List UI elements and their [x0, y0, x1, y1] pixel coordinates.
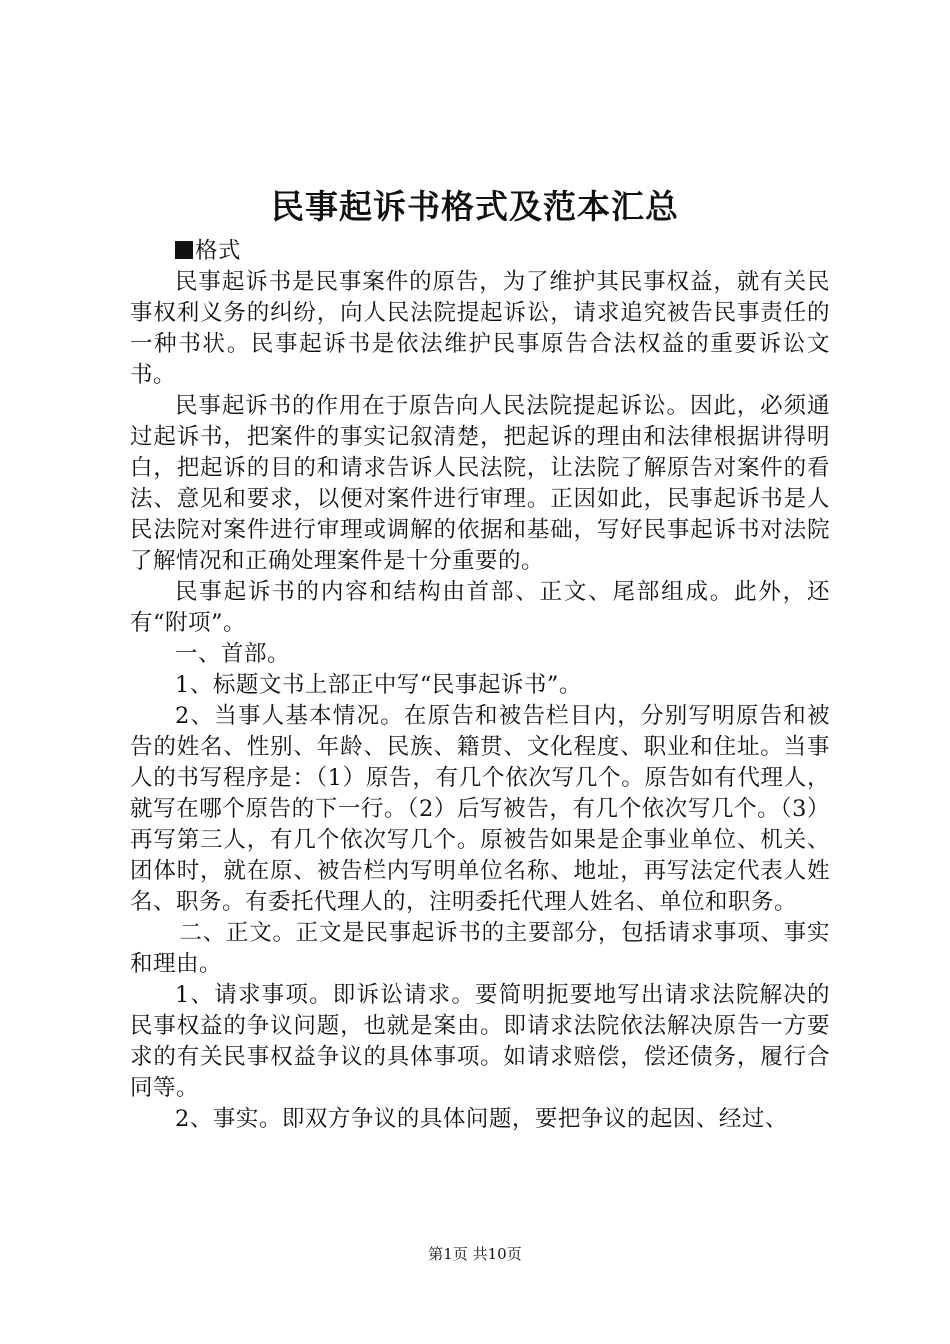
section-heading	[130, 236, 830, 267]
document-body	[130, 236, 830, 1135]
black-square-icon	[175, 241, 193, 259]
paragraph: 民事起诉书是民事案件的原告，为了维护其民事权益，就有关民事权利义务的纠纷，向人民法院提起诉讼，请求追究被告民事责任的一种书状。民事起诉书是依法维护民事原告合法权益的重要诉讼文书。	[130, 269, 830, 388]
page-footer: 第1页 共10页	[428, 1245, 522, 1263]
paragraph: 1、标题文书上部正中写“民事起诉书”。	[175, 672, 582, 698]
paragraph: 二、正文。正文是民事起诉书的主要部分，包括请求事项、事实和理由。	[130, 920, 830, 977]
paragraph: 2、事实。即双方争议的具体问题，要把争议的起因、经过、	[175, 1106, 788, 1132]
document-title: 民事起诉书格式及范本汇总	[271, 187, 679, 226]
paragraph: 1、请求事项。即诉讼请求。要简明扼要地写出请求法院解决的民事权益的争议问题，也就是案由。即请求法院依法解决原告一方要求的有关民事权益争议的具体事项。如请求赔偿，偿还债务，履行合同等。	[130, 982, 830, 1101]
paragraph: 民事起诉书的作用在于原告向人民法院提起诉讼。因此，必须通过起诉书，把案件的事实记叙清楚，把起诉的理由和法律根据讲得明白，把起诉的目的和请求告诉人民法院，让法院了解原告对案件的看法、意见和要求，以便对案件进行审理。正因如此，民事起诉书是人民法院对案件进行审理或调解的依据和基础，写好民事起诉书对法院了解情况和正确处理案件是十分重要的。	[130, 393, 830, 574]
paragraph: 一、首部。	[175, 641, 291, 667]
paragraph: 2、当事人基本情况。在原告和被告栏目内，分别写明原告和被告的姓名、性别、年龄、民族、籍贯、文化程度、职业和住址。当事人的书写程序是：（1）原告，有几个依次写几个。原告如有代理人，就写在哪个原告的下一行。（2）后写被告，有几个依次写几个。（3）再写第三人，有几个依次写几个。原被告如果是企事业单位、机关、团体时，就在原、被告栏内写明单位名称、地址，再写法定代表人姓名、职务。有委托代理人的，注明委托代理人姓名、单位和职务。	[130, 703, 830, 915]
paragraph: 民事起诉书的内容和结构由首部、正文、尾部组成。此外，还有“附项”。	[130, 579, 830, 636]
section-heading-text: 格式	[195, 238, 242, 264]
